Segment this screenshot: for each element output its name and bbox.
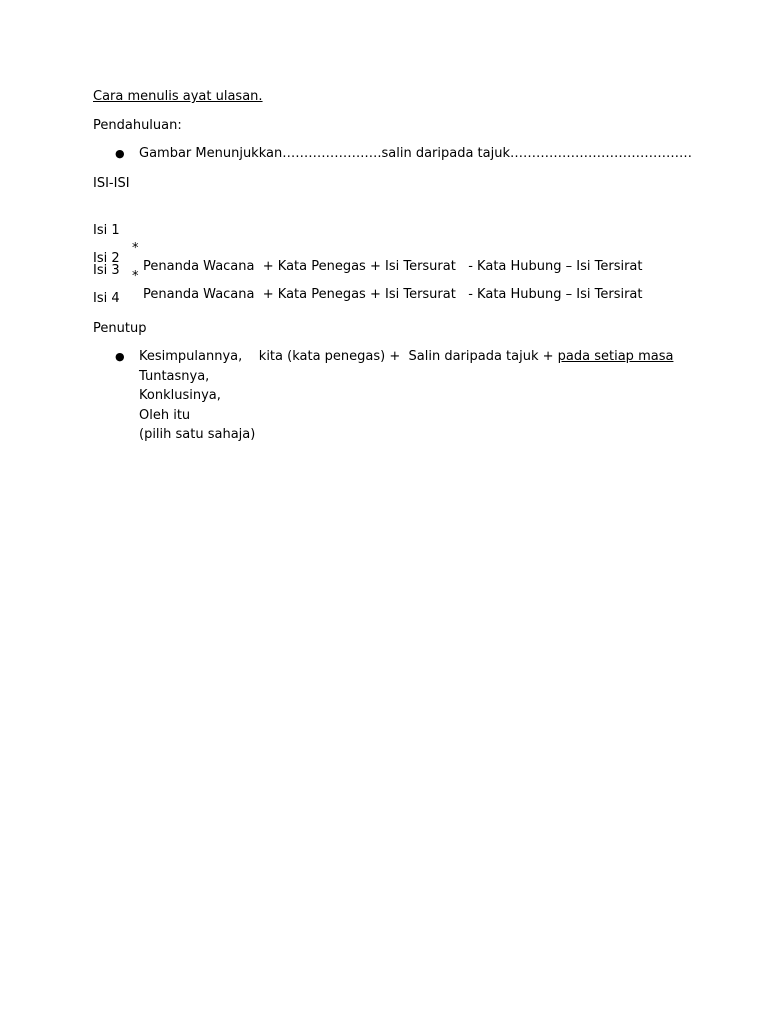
- isi-formula: Penanda Wacana + Kata Penegas + Isi Tersurat - Kata Hubung – Isi Tersirat: [143, 259, 643, 274]
- asterisk-mark: *: [132, 269, 139, 284]
- bullet-icon: ●: [115, 147, 125, 160]
- pendahuluan-bullet-item: [93, 145, 693, 163]
- penutup-underlined-phrase: pada setiap masa: [557, 349, 674, 364]
- penutup-option: Konklusinya,: [139, 388, 221, 403]
- isi-heading: ISI-ISI: [93, 176, 130, 191]
- isi-label: Isi 1: [93, 223, 120, 238]
- isi-label: Isi 2: [93, 251, 120, 266]
- bullet-icon: ●: [115, 350, 125, 363]
- penutup-formula: Kesimpulannya, kita (kata penegas) + Salin daripada tajuk +: [139, 349, 558, 364]
- isi-row-3: Isi 3: [93, 263, 120, 278]
- asterisk-mark: *: [132, 241, 139, 256]
- isi-formula: Penanda Wacana + Kata Penegas + Isi Tersurat - Kata Hubung – Isi Tersirat: [143, 287, 643, 302]
- isi-row-4: Isi 4: [93, 291, 120, 306]
- penutup-option: Oleh itu: [139, 408, 191, 423]
- penutup-heading: Penutup: [93, 321, 147, 336]
- penutup-note: (pilih satu sahaja): [139, 427, 256, 442]
- pendahuluan-heading: Pendahuluan:: [93, 118, 182, 133]
- penutup-option: Tuntasnya,: [139, 369, 210, 384]
- document-title: Cara menulis ayat ulasan.: [93, 89, 263, 104]
- pendahuluan-bullet-text: Gambar Menunjukkan……………….….salin daripada tajuk……………………………………: [139, 146, 693, 161]
- penutup-bullet-text: [139, 348, 673, 366]
- penutup-bullet-item: [93, 348, 693, 448]
